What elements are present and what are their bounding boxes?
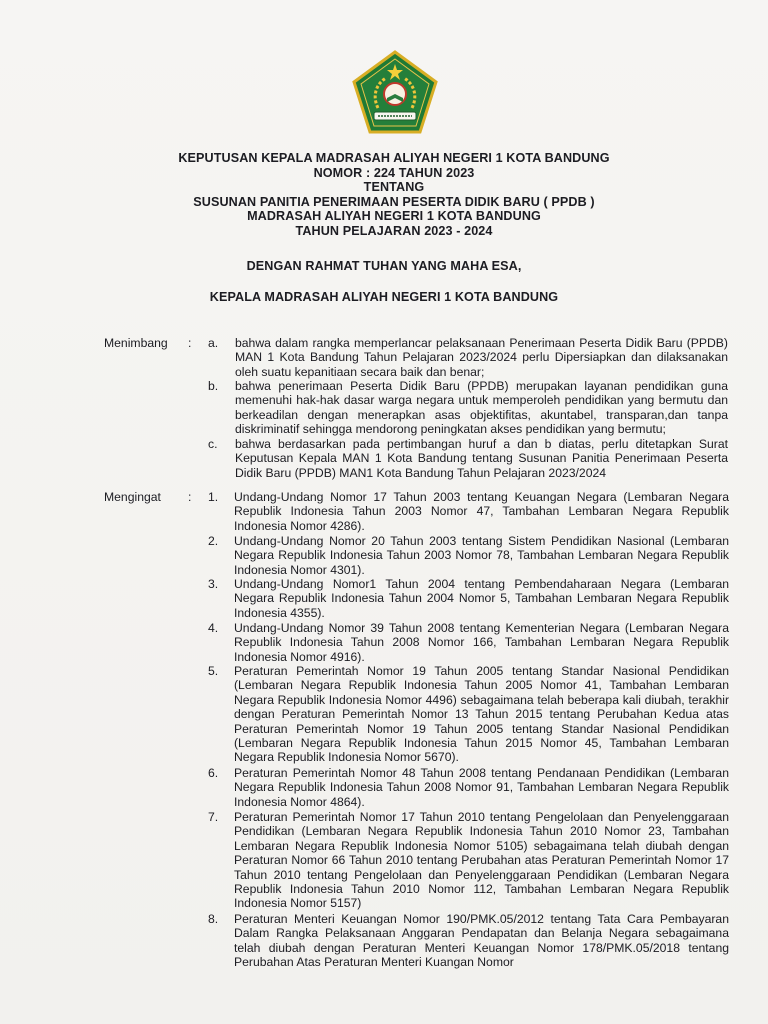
list-item-text: Peraturan Pemerintah Nomor 48 Tahun 2008 tentang Pendanaan Pendidikan (Lembaran Negara Republik Indonesia Tahun 2008 Nomor 91, Tambahan Lembaran Negara Republik Indonesia Nomor 4864). xyxy=(234,766,729,809)
list-item-text: bahwa penerimaan Peserta Didik Baru (PPDB) merupakan layanan pendidikan guna memenuhi hak-hak dasar warga negara untuk memperoleh pendidikan yang bermutu dan berkeadilan dengan menerapkan asas objektifitas, akuntabel, transparan,dan tanpa diskriminatif sehingga mendorong peningkatan akses pendidikan yang bermutu; xyxy=(235,379,728,437)
rahmat-heading: DENGAN RAHMAT TUHAN YANG MAHA ESA, xyxy=(246,259,522,273)
decree-number: NOMOR : 224 TAHUN 2023 xyxy=(313,165,475,180)
list-item-text: Peraturan Pemerintah Nomor 19 Tahun 2005 tentang Standar Nasional Pendidikan (Lembaran Negara Republik Indonesia Tahun 2005 Nomor 41, Tambahan Lembaran Negara Republik Indonesia Nomor 4496) sebagaimana telah beberapa kali diubah, terakhir dengan Peraturan Pemerintah Nomor 13 Tahun 2015 tentang Perubahan Kedua atas Peraturan Pemerintah Nomor 19 Tahun 2005 tentang Standar Nasional Pendidikan (Lembaran Negara Republik Indonesia Tahun 2015 Nomor 45, Tambahan Lembaran Negara Republik Indonesia Nomor 5670). xyxy=(234,664,729,765)
list-marker: 2. xyxy=(208,534,219,548)
list-marker: 8. xyxy=(208,912,219,926)
list-marker: 5. xyxy=(208,664,219,678)
list-item-text: Peraturan Pemerintah Nomor 17 Tahun 2010 tentang Pengelolaan dan Penyelenggaraan Pendidikan (Lembaran Negara Republik Indonesia Tahun 2010 Nomor 23, Tambahan Lembaran Negara Republik Indonesia Nomor 5105) sebagaimana telah diubah dengan Peraturan Nomor 66 Tahun 2010 tentang Perubahan atas Peraturan Pemerintah Nomor 17 Tahun 2010 tentang Pengelolaan dan Penyelenggaraan Pendidikan (Lembaran Negara Republik Indonesia Tahun 2010 Nomor 112, Tambahan Lembaran Negara Republik Indonesia Nomor 5157) xyxy=(234,810,729,911)
list-marker: 7. xyxy=(208,810,219,824)
mengingat-label: Mengingat xyxy=(104,490,161,504)
decree-title-block xyxy=(10,151,768,238)
list-item-text: Undang-Undang Nomor1 Tahun 2004 tentang Pembendaharaan Negara (Lembaran Negara Republik Indonesia Tahun 2004 Nomor 5, Tambahan Lembaran Negara Republik Indonesia 4355). xyxy=(234,577,729,620)
list-marker: 1. xyxy=(208,490,219,504)
list-item-text: Undang-Undang Nomor 20 Tahun 2003 tentang Sistem Pendidikan Nasional (Lembaran Negara Republik Indonesia Tahun 2003 Nomor 78, Tambahan Lembaran Negara Republik Indonesia Nomor 4301). xyxy=(234,534,729,577)
list-item-text: bahwa berdasarkan pada pertimbangan huruf a dan b diatas, perlu ditetapkan Surat Keputusan Kepala MAN 1 Kota Bandung tentang Susunan Panitia Penerimaan Peserta Didik Baru (PPDB) MAN1 Kota Bandung Tahun Pelajaran 2023/2024 xyxy=(235,437,728,480)
decree-title: KEPUTUSAN KEPALA MADRASAH ALIYAH NEGERI 1 KOTA BANDUNG xyxy=(178,151,610,165)
list-marker: 3. xyxy=(208,577,219,591)
menimbang-colon: : xyxy=(188,336,192,350)
list-item-text: Undang-Undang Nomor 39 Tahun 2008 tentang Kementerian Negara (Lembaran Negara Republik Indonesia Tahun 2008 Nomor 166, Tambahan Lembaran Negara Republik Indonesia Nomor 4916). xyxy=(234,621,729,664)
list-marker: c. xyxy=(208,437,218,451)
kepala-heading: KEPALA MADRASAH ALIYAH NEGERI 1 KOTA BANDUNG xyxy=(209,290,559,304)
list-item-text: bahwa dalam rangka memperlancar pelaksanaan Penerimaan Peserta Didik Baru (PPDB) MAN 1 Kota Bandung Tahun Pelajaran 2023/2024 perlu Dipersiapkan dan dilaksanakan oleh suatu kepanitiaan secara baik dan benar; xyxy=(235,336,728,379)
list-marker: 6. xyxy=(208,766,219,780)
decree-subject: SUSUNAN PANITIA PENERIMAAN PESERTA DIDIK BARU ( PPDB ) xyxy=(193,194,595,209)
decree-institution: MADRASAH ALIYAH NEGERI 1 KOTA BANDUNG xyxy=(247,209,541,223)
list-marker: b. xyxy=(208,379,219,393)
mengingat-colon: : xyxy=(188,490,192,504)
list-marker: 4. xyxy=(208,621,219,635)
decree-year: TAHUN PELAJARAN 2023 - 2024 xyxy=(295,223,493,238)
list-item-text: Undang-Undang Nomor 17 Tahun 2003 tentang Keuangan Negara (Lembaran Negara Republik Indonesia Tahun 2003 Nomor 47, Tambahan Lembaran Negara Republik Indonesia Nomor 4286). xyxy=(234,490,729,533)
kementerian-agama-emblem-icon xyxy=(352,50,438,134)
decree-tentang: TENTANG xyxy=(363,180,425,194)
list-item-text: Peraturan Menteri Keuangan Nomor 190/PMK.05/2012 tentang Tata Cara Pembayaran Dalam Rangka Pelaksanaan Anggaran Pendapatan dan Belanja Negara sebagaimana telah diubah dengan Peraturan Menteri Keuangan Nomor 178/PMK.05/2018 tentang Perubahan Atas Peraturan Menteri Kuangan Nomor xyxy=(234,912,729,970)
menimbang-label: Menimbang xyxy=(104,336,168,350)
list-marker: a. xyxy=(208,336,219,350)
